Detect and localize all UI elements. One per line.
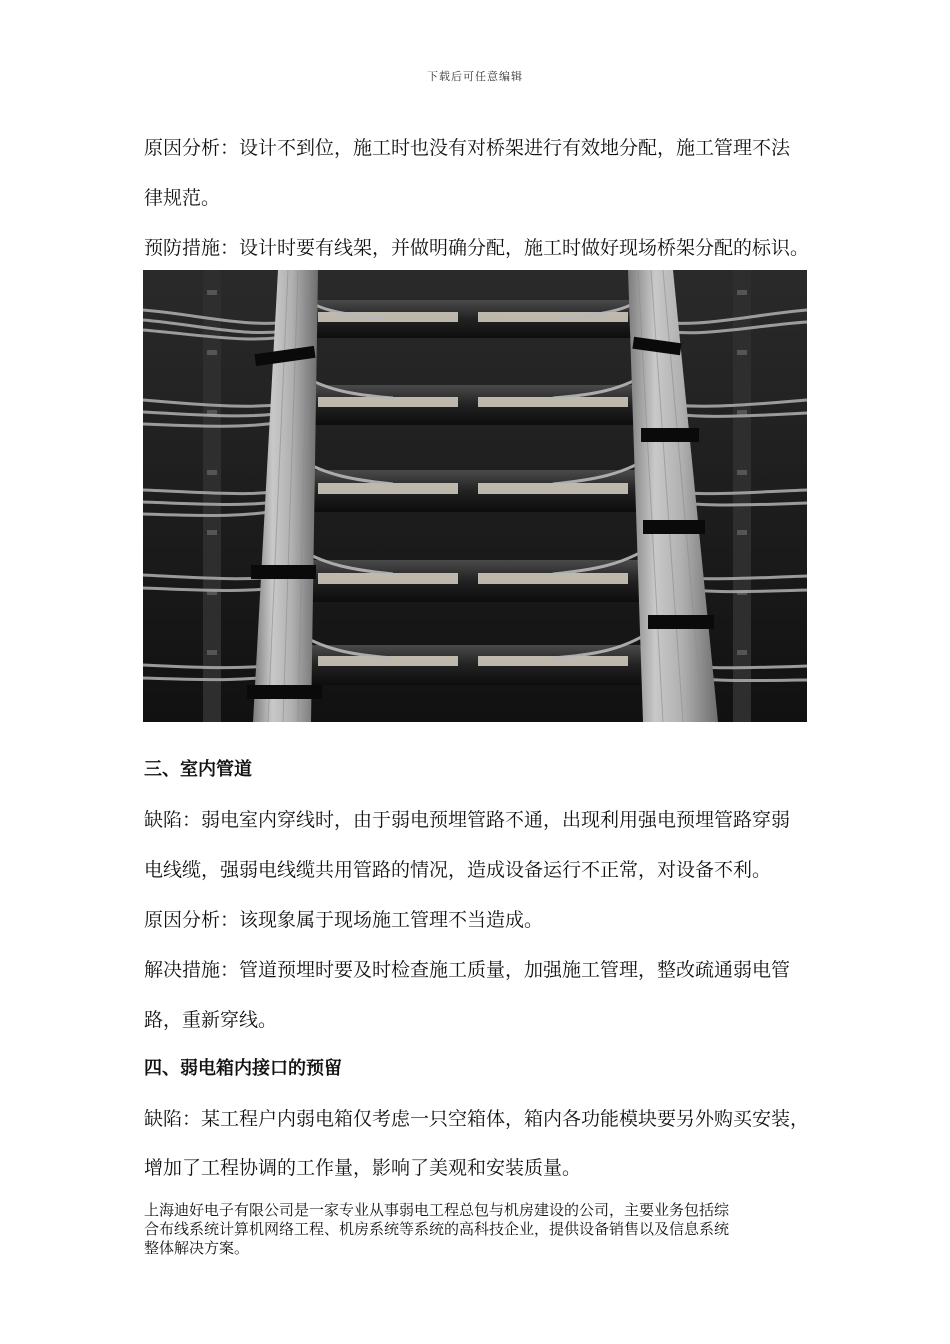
prevention-measures: 预防措施：设计时要有线架，并做明确分配，施工时做好现场桥架分配的标识。 bbox=[144, 237, 810, 259]
section-three-solution-line2: 路，重新穿线。 bbox=[144, 1009, 278, 1031]
section-four-defect-line2: 增加了工程协调的工作量，影响了美观和安装质量。 bbox=[144, 1157, 582, 1179]
cable-rack-photo bbox=[143, 270, 807, 722]
footer-line3: 整体解决方案。 bbox=[144, 1239, 250, 1257]
section-four-defect-line1: 缺陷：某工程户内弱电箱仅考虑一只空箱体，箱内各功能模块要另外购买安装， bbox=[144, 1108, 810, 1130]
section-three-title: 三、室内管道 bbox=[144, 759, 252, 780]
page-header-note: 下载后可任意编辑 bbox=[427, 70, 523, 83]
footer-line1: 上海迪好电子有限公司是一家专业从事弱电工程总包与机房建设的公司，主要业务包括综 bbox=[144, 1201, 730, 1219]
cause-analysis-line2: 律规范。 bbox=[144, 187, 221, 209]
section-three-cause: 原因分析：该现象属于现场施工管理不当造成。 bbox=[144, 909, 544, 931]
company-footer bbox=[144, 1201, 812, 1258]
section-four-title: 四、弱电箱内接口的预留 bbox=[144, 1058, 342, 1079]
cause-analysis-line1: 原因分析：设计不到位，施工时也没有对桥架进行有效地分配，施工管理不法 bbox=[144, 137, 791, 159]
footer-line2: 合布线系统计算机网络工程、机房系统等系统的高科技企业，提供设备销售以及信息系统 bbox=[144, 1220, 730, 1238]
section-three-defect-line2: 电线缆，强弱电线缆共用管路的情况，造成设备运行不正常，对设备不利。 bbox=[144, 859, 772, 881]
section-three-defect-line1: 缺陷：弱电室内穿线时，由于弱电预埋管路不通，出现利用强电预埋管路穿弱 bbox=[144, 809, 791, 831]
cable-rack-illustration bbox=[143, 270, 807, 722]
section-three-solution-line1: 解决措施：管道预埋时要及时检查施工质量，加强施工管理，整改疏通弱电管 bbox=[144, 959, 791, 981]
